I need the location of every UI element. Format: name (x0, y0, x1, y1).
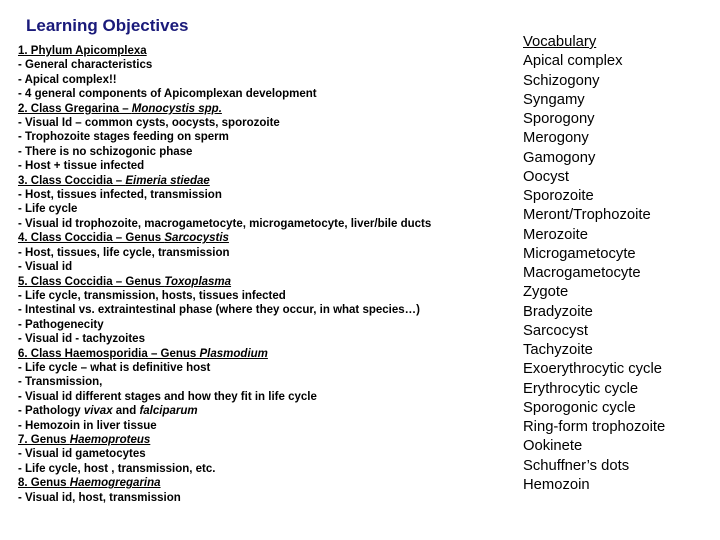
objective-text: - Pathogenecity (18, 318, 104, 331)
objective-item (18, 130, 498, 144)
objective-item (18, 202, 498, 216)
vocabulary-heading: Vocabulary (523, 34, 597, 50)
objective-section-heading (18, 44, 498, 58)
objective-italic-text: Monocystis spp. (131, 102, 222, 115)
objective-item (18, 145, 498, 159)
objective-section-heading (18, 231, 498, 245)
objective-item (18, 491, 498, 505)
objective-text: - Host, tissues, life cycle, transmission (18, 246, 230, 259)
vocabulary-term: Syngamy (523, 91, 585, 108)
objective-item (18, 217, 498, 231)
objective-text: 3. Class Coccidia – (18, 174, 126, 187)
objective-item (18, 87, 498, 101)
vocabulary-term: Zygote (523, 284, 569, 301)
vocabulary-term: Gamogony (523, 149, 596, 166)
objective-text: 1. Phylum Apicomplexa (18, 45, 147, 57)
objective-section-heading (18, 174, 498, 188)
objective-text: and (112, 405, 140, 418)
vocabulary-term: Oocyst (523, 168, 570, 185)
objective-item (18, 404, 498, 418)
vocabulary-term: Hemozoin (523, 476, 590, 493)
objective-text: - Transmission, (18, 376, 103, 389)
objective-text: - Host + tissue infected (18, 160, 145, 173)
objective-text: - Visual Id – common cysts, oocysts, sporozoite (18, 117, 280, 130)
objective-item (18, 188, 498, 202)
vocabulary-term: Ring-form trophozoite (523, 419, 666, 435)
objective-item (18, 361, 498, 375)
objective-item (18, 58, 498, 72)
vocabulary-term: Sporogony (523, 111, 595, 127)
learning-objectives-list (18, 44, 498, 505)
objective-section-heading (18, 347, 498, 361)
objective-text: - Pathology (18, 405, 84, 418)
objective-text: - Visual id, host, transmission (18, 491, 181, 504)
page-title: Learning Objectives (26, 16, 189, 35)
vocabulary-term: Merogony (523, 130, 589, 147)
objective-item (18, 116, 498, 130)
objective-italic-text: falciparum (139, 405, 198, 418)
objective-text: - 4 general components of Apicomplexan development (18, 88, 317, 101)
objective-italic-text: Toxoplasma (164, 275, 232, 288)
objective-text: - Visual id gametocytes (18, 448, 146, 461)
objective-text: - Life cycle, host , transmission, etc. (18, 462, 216, 475)
objective-text: - Apical complex!! (18, 73, 117, 86)
objective-section-heading (18, 476, 498, 490)
vocabulary-term: Macrogametocyte (523, 265, 641, 281)
objective-item (18, 73, 498, 87)
objective-text: - Visual id (18, 261, 73, 274)
vocabulary-term: Microgametocyte (523, 245, 636, 262)
vocabulary-term: Apical complex (523, 53, 623, 70)
vocabulary-list (523, 33, 718, 495)
objective-text: - Trophozoite stages feeding on sperm (18, 131, 229, 144)
objective-item (18, 375, 498, 389)
objective-item (18, 318, 498, 332)
objective-italic-text: Plasmodium (199, 347, 268, 360)
objective-text: - There is no schizogonic phase (18, 145, 193, 158)
vocabulary-term: Tachyzoite (523, 342, 593, 358)
objective-section-heading (18, 275, 498, 289)
objective-section-heading (18, 433, 498, 447)
objective-item (18, 246, 498, 260)
objective-item (18, 260, 498, 274)
objective-italic-text: Haemoproteus (69, 433, 151, 446)
objective-text: 6. Class Haemosporidia – Genus (18, 347, 200, 360)
objective-text: - Hemozoin in liver tissue (18, 419, 157, 432)
objective-item (18, 419, 498, 433)
objective-item (18, 159, 498, 173)
objective-text: - Life cycle (18, 203, 78, 216)
objective-item (18, 390, 498, 404)
vocabulary-term: Exoerythrocytic cycle (523, 361, 662, 378)
vocabulary-term: Schizogony (523, 72, 600, 89)
objective-text: - Life cycle – what is definitive host (18, 361, 211, 374)
objective-text: 2. Class Gregarina – (18, 102, 132, 115)
objective-item (18, 289, 498, 303)
vocabulary-term: Bradyzoite (523, 303, 593, 320)
vocabulary-term: Erythrocytic cycle (523, 380, 639, 397)
vocabulary-term: Sporogonic cycle (523, 399, 636, 416)
objective-text: - Host, tissues infected, transmission (18, 189, 222, 202)
objective-item (18, 462, 498, 476)
objective-item (18, 447, 498, 461)
objective-text: 4. Class Coccidia – Genus (18, 232, 165, 245)
objective-italic-text: Eimeria stiedae (125, 174, 210, 187)
objective-item (18, 332, 498, 346)
objective-section-heading (18, 102, 498, 116)
objective-item (18, 303, 498, 317)
objective-text: - Life cycle, transmission, hosts, tissues infected (18, 289, 286, 302)
objective-text: - General characteristics (18, 59, 153, 72)
objective-italic-text: Sarcocystis (164, 232, 229, 245)
vocabulary-term: Sarcocyst (523, 322, 588, 339)
objective-text: 8. Genus (18, 477, 70, 490)
objective-text: 5. Class Coccidia – Genus (18, 275, 165, 288)
objective-italic-text: Haemogregarina (69, 477, 161, 490)
objective-text: 7. Genus (18, 433, 70, 446)
vocabulary-term: Meront/Trophozoite (523, 207, 651, 224)
objective-text: - Visual id different stages and how they fit in life cycle (18, 390, 317, 403)
vocabulary-term: Ookinete (523, 438, 583, 455)
objective-text: - Visual id - tachyzoites (18, 333, 145, 346)
vocabulary-term: Merozoite (523, 226, 588, 243)
objective-text: - Intestinal vs. extraintestinal phase (where they occur, in what species…) (18, 304, 420, 317)
vocabulary-term: Schuffner’s dots (523, 457, 630, 474)
vocabulary-term: Sporozoite (523, 188, 594, 204)
objective-text: - Visual id trophozoite, macrogametocyte, microgametocyte, liver/bile ducts (18, 217, 432, 230)
objective-italic-text: vivax (83, 405, 113, 418)
